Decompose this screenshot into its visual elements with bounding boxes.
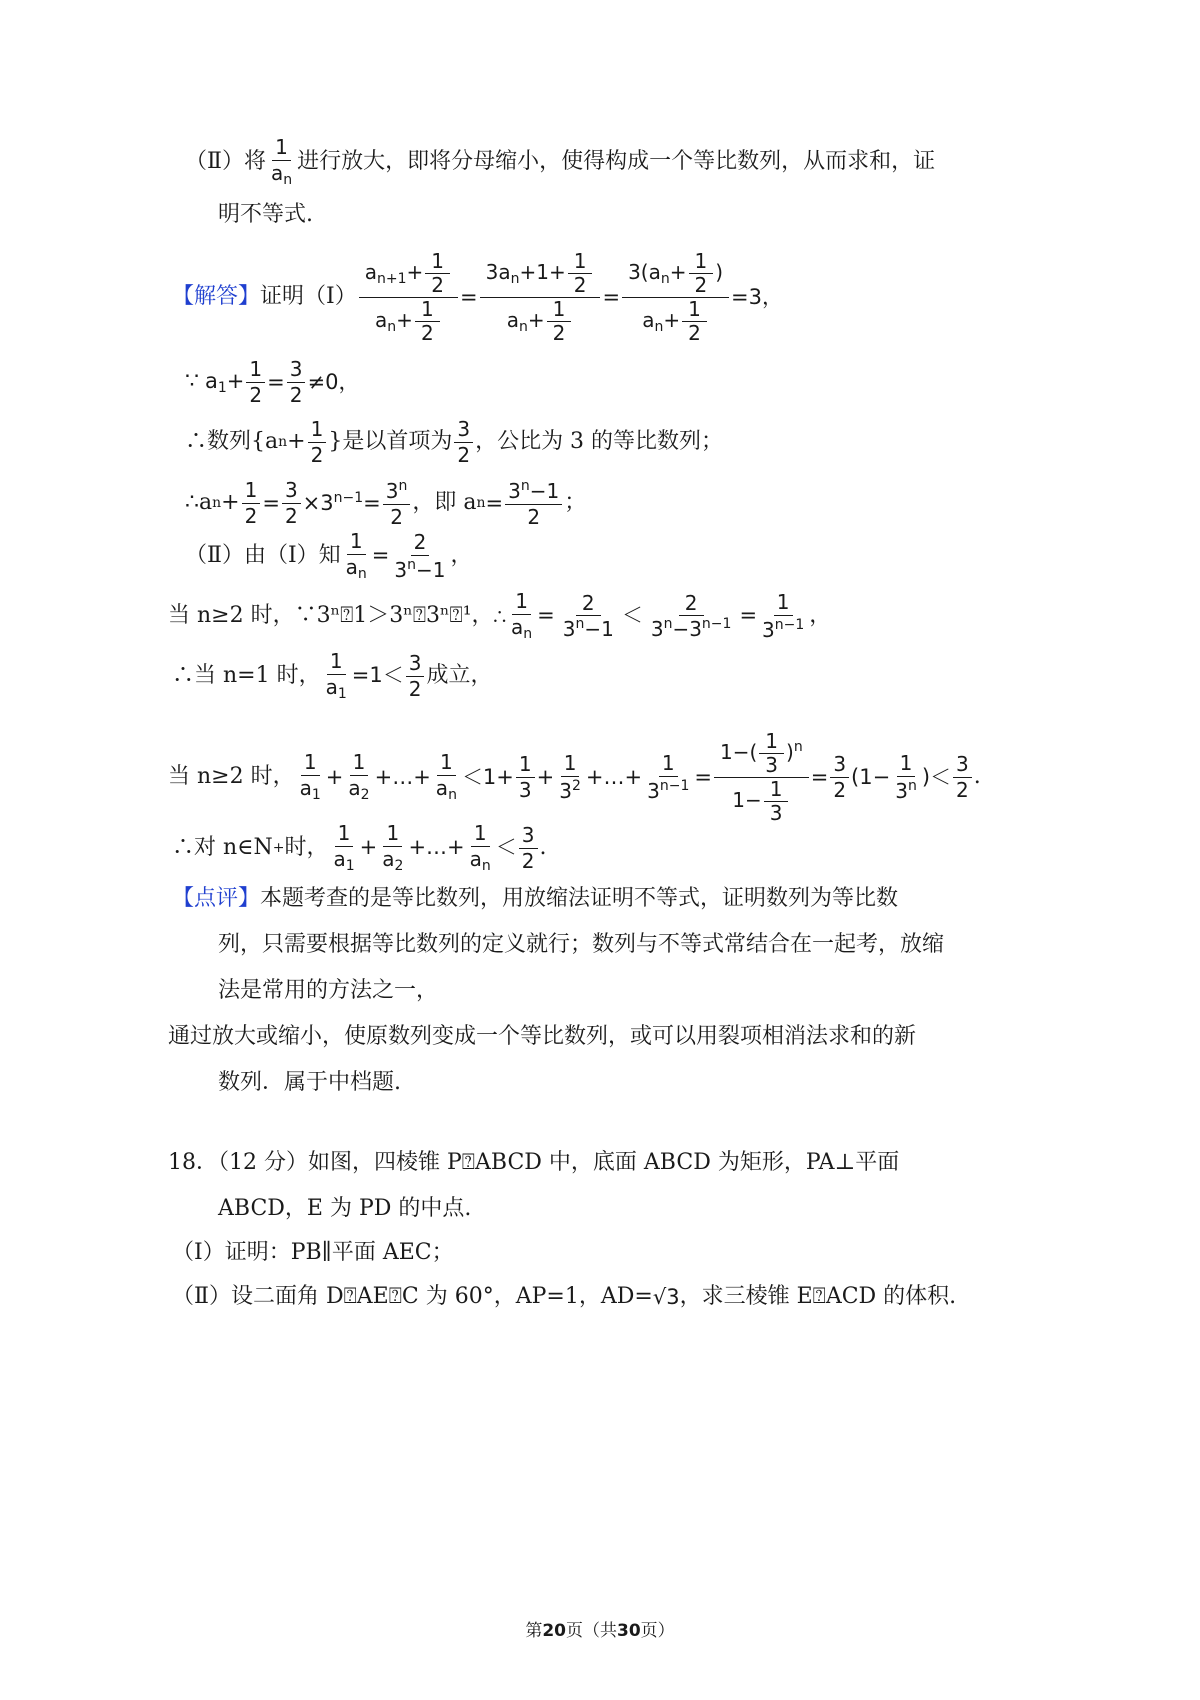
final-conclusion-line: ∴对 n∈N + 时， $\frac{1}{a_1}$ + $\frac{1}{a_2}$ +…+ $\frac{1}{a_n}$ ＜ $\frac{3}{2}$ . xyxy=(172,821,547,874)
answer-frac-2: $3a_n+1+$ $\frac{1}{2}$ $a_n+$ $\frac{1}{2}$ xyxy=(480,250,601,345)
page-number: 20 xyxy=(542,1621,566,1641)
comment-line5: 数列．属于中档题. xyxy=(218,1070,401,1095)
frac-numerator: 1 xyxy=(272,136,291,161)
part2-hint-line1 xyxy=(185,136,935,188)
part2-hint-text: 进行放大，即将分母缩小，使得构成一个等比数列，从而求和，证 xyxy=(297,148,936,174)
part2-hint-text2: 明不等式. xyxy=(218,202,313,227)
comment-line3: 法是常用的方法之一， xyxy=(218,978,439,1003)
frac-denominator: $a_n$ xyxy=(270,161,293,188)
answer-lead: 证明（Ⅰ） xyxy=(260,284,357,310)
comment-line4: 通过放大或缩小，使原数列变成一个等比数列，或可以用裂项相消法求和的新 xyxy=(168,1024,917,1049)
answer-result: =3， xyxy=(731,284,784,309)
problem18-line1: 18．（12 分）如图，四棱锥 P⍰ABCD 中，底面 ABCD 为矩形，PA⊥平面 xyxy=(168,1150,900,1175)
part2-hint-lead: （Ⅱ）将 xyxy=(185,148,266,174)
comment-tag: 【点评】 xyxy=(172,886,261,911)
problem18-part1: （Ⅰ）证明：PB∥平面 AEC； xyxy=(172,1240,454,1265)
geometric-sum-fraction: 1−( $\frac{1}{3}$ )$^n$ 1− $\frac{1}{3}$ xyxy=(714,730,809,825)
problem18-line2: ABCD，E 为 PD 的中点. xyxy=(218,1196,472,1221)
answer-frac-3: $3(a_n+$ $\frac{1}{2}$ ) $a_n+$ $\frac{1}{2}$ xyxy=(622,250,729,345)
answer-tag: 【解答】 xyxy=(172,284,261,310)
because-line: ∵ $a_1+$ $\frac{1}{2}$ = $\frac{3}{2}$ ≠0， xyxy=(185,357,360,407)
part2-line: （Ⅱ）由（Ⅰ）知 $\frac{1}{a_n}$ = $\frac{2}{3^n-1}$ ， xyxy=(185,529,473,582)
answer-line: 【解答】 证明（Ⅰ） $a_{n+1}+$ $\frac{1}{2}$ $a_n+$ $\frac{1}{2}$ = $3a_n+1+$ $\frac{1}{2}$ $a_n+$ $\frac{1}{2}$ = $3(a_n+$ $\frac{1}{2}$ ) $a_n+$ $\frac{1}{2}$ =3， xyxy=(172,249,784,345)
sequence-line: ∴数列{a n + $\frac{1}{2}$ }是以首项为 $\frac{3}{2}$ ，公比为 3 的等比数列； xyxy=(185,417,724,467)
part2-hint-line2 xyxy=(218,202,313,228)
an-formula-line: ∴a n + $\frac{1}{2}$ = $\frac{3}{2}$ $\times 3^{n-1}=$ $\frac{3^n}{2}$ ，即 a n = $\frac{3^n-1}{2}$ ； xyxy=(185,478,587,529)
comment-line1: 【点评】 本题考查的是等比数列，用放缩法证明不等式，证明数列为等比数 xyxy=(172,886,899,911)
sum-inequality-line: 当 n≥2 时， $\frac{1}{a_1}$ + $\frac{1}{a_2}$ +…+ $\frac{1}{a_n}$ ＜1+ $\frac{1}{3}$ + $\frac{1}{3^2}$ +…+ $\frac{1}{3^{n-1}}$ = 1−( $\frac{1}{3}$ )$^n$ 1− $\frac{1}{3}$ = $\frac{3}{2}$ (1− $\frac{1}{3^n}$ )＜ $\frac{3}{2}$ . xyxy=(168,729,981,825)
comment-line2: 列，只需要根据等比数列的定义就行；数列与不等式常结合在一起考，放缩 xyxy=(218,932,945,957)
n-equals-1-line: ∴当 n=1 时， $\frac{1}{a_1}$ =1＜ $\frac{3}{2}$ 成立， xyxy=(172,649,493,702)
sqrt-3: √3 xyxy=(652,1284,680,1309)
fraction-1-over-an xyxy=(268,136,295,188)
answer-frac-1: $a_{n+1}+$ $\frac{1}{2}$ $a_n+$ $\frac{1}{2}$ xyxy=(359,250,458,345)
inequality-line: 当 n≥2 时，∵3ⁿ⍰1＞3ⁿ⍰3ⁿ⍰¹，∴ $\frac{1}{a_n}$ = $\frac{2}{3^n-1}$ ＜ $\frac{2}{3^n-3^{n-1}}$ = $\frac{1}{3^{n-1}}$ ， xyxy=(168,589,832,642)
total-pages: 30 xyxy=(617,1621,641,1641)
page-footer: 第20页（共30页） xyxy=(525,1621,675,1641)
problem18-part2: （Ⅱ）设二面角 D⍰AE⍰C 为 60°，AP=1，AD= √3 ，求三棱锥 E⍰ACD 的体积. xyxy=(172,1284,957,1309)
